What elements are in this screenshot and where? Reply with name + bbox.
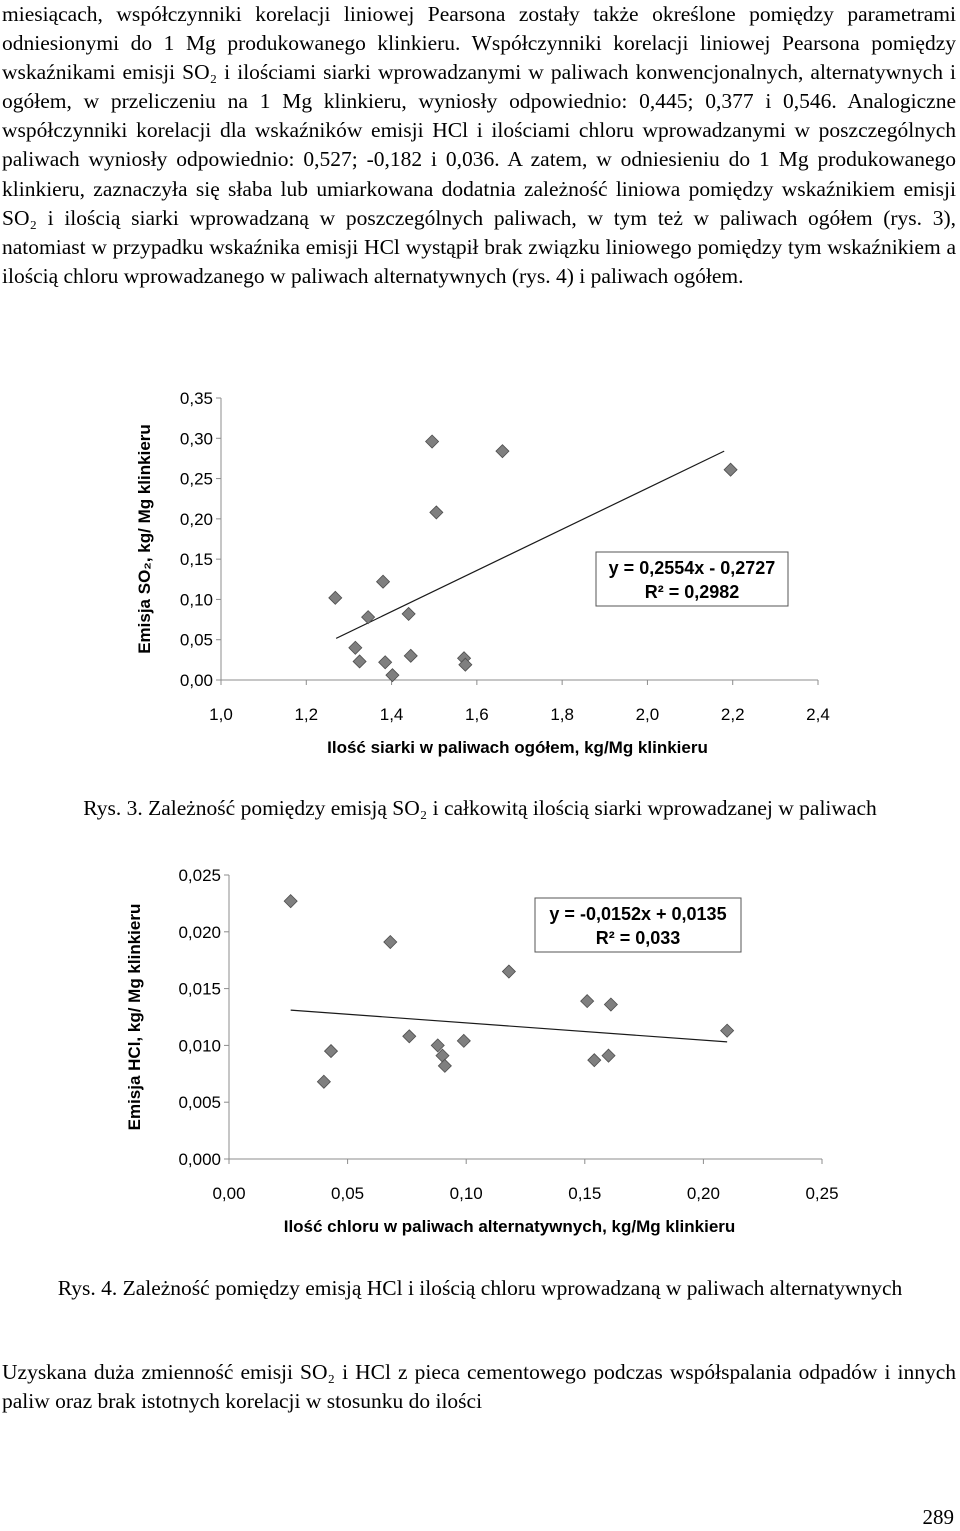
- data-point: [402, 607, 415, 620]
- data-point: [588, 1054, 601, 1067]
- x-tick-label: 1,2: [294, 705, 319, 724]
- y-axis-label: Emisja SO₂, kg/ Mg klinkieru: [135, 424, 154, 654]
- trendline: [336, 451, 724, 638]
- x-tick-label: 0,05: [331, 1184, 365, 1203]
- trendline-equation: y = -0,0152x + 0,0135: [549, 904, 727, 924]
- y-tick-label: 0,00: [179, 671, 213, 690]
- x-axis-label: Ilość chloru w paliwach alternatywnych, kg/Mg klinkieru: [283, 1217, 736, 1236]
- y-axis-label: Emisja HCl, kg/ Mg klinkieru: [125, 903, 144, 1131]
- data-point: [496, 445, 509, 458]
- y-tick-label: 0,020: [178, 922, 221, 942]
- r-squared-value: R² = 0,2982: [644, 582, 740, 602]
- x-tick-label: 2,2: [720, 705, 745, 724]
- data-point: [362, 611, 375, 624]
- data-point: [724, 463, 737, 476]
- figure-caption-rys3: Rys. 3. Zależność pomiędzy emisją SO₂ i całkowitą ilością siarki wprowadzanej w paliwach: [83, 796, 877, 820]
- x-axis-label: Ilość siarki w paliwach ogółem, kg/Mg klinkieru: [327, 738, 708, 757]
- data-point: [604, 998, 617, 1011]
- data-point: [284, 895, 297, 908]
- x-tick-label: 1,8: [550, 705, 574, 724]
- y-tick-label: 0,000: [178, 1150, 221, 1169]
- data-point: [349, 641, 362, 654]
- y-tick-label: 0,20: [179, 509, 213, 529]
- data-point: [602, 1049, 615, 1062]
- data-point: [353, 655, 366, 668]
- data-point: [426, 435, 439, 448]
- data-point: [317, 1075, 330, 1088]
- y-tick-label: 0,15: [179, 550, 213, 570]
- x-tick-label: 0,10: [449, 1184, 483, 1203]
- chart-so2-vs-sulfur: [0, 380, 960, 780]
- y-tick-label: 0,025: [178, 866, 221, 885]
- r-squared-value: R² = 0,033: [595, 928, 681, 948]
- data-point: [438, 1059, 451, 1072]
- figure-caption-rys4: Rys. 4. Zależność pomiędzy emisją HCl i ilością chloru wprowadzaną w paliwach alternatywnych: [57, 1276, 903, 1300]
- trendline-equation: y = 0,2554x - 0,2727: [608, 558, 776, 578]
- x-tick-label: 0,00: [212, 1184, 246, 1203]
- y-tick-label: 0,35: [179, 389, 213, 408]
- body-paragraph-top: miesiącach, współczynniki korelacji liniowej Pearsona zostały także określone pomiędzy parametrami odniesionymi do 1 Mg produkowanego klinkieru. Współczynniki korelacji liniowej Pearsona pomiędzy wskaźnikami emisji SO₂ i ilościami siarki wprowadzanymi w paliwach konwencjonalnych, alternatywnych i ogółem, w przeliczeniu na 1 Mg klinkieru, wyniosły odpowiednio: 0,445; 0,377 i 0,546. Analogiczne współczynniki korelacji dla wskaźników emisji HCl i ilościami chloru wprowadzanymi w poszczególnych paliwach wyniosły odpowiednio: 0,527; -0,182 i 0,036. A zatem, w odniesieniu do 1 Mg produkowanego klinkieru, zaznaczyła się słaba lub umiarkowana dodatnia zależność liniowa pomiędzy wskaźnikiem emisji SO₂ i ilością siarki wprowadzaną w poszczególnych paliwach, w tym też w paliwach ogółem (rys. 3), natomiast w przypadku wskaźnika emisji HCl wystąpił brak związku liniowego pomiędzy tym wskaźnikiem a ilością chloru wprowadzanego w paliwach alternatywnych (rys. 4) i paliwach ogółem.: [2, 2, 956, 288]
- x-tick-label: 2,4: [806, 705, 830, 724]
- data-point: [329, 591, 342, 604]
- data-point: [581, 995, 594, 1008]
- y-tick-label: 0,30: [179, 429, 213, 449]
- data-point: [721, 1024, 734, 1037]
- x-tick-label: 0,25: [805, 1184, 839, 1203]
- body-paragraph-bottom: Uzyskana duża zmienność emisji SO₂ i HCl z pieca cementowego podczas współspalania odpadów i innych paliw oraz brak istotnych korelacji w stosunku do ilości: [2, 1360, 956, 1414]
- y-tick-label: 0,010: [178, 1036, 221, 1056]
- data-point: [377, 575, 390, 588]
- data-point: [502, 965, 515, 978]
- data-point: [403, 1030, 416, 1043]
- page-number: 289: [922, 1505, 954, 1529]
- x-tick-label: 0,15: [568, 1184, 602, 1203]
- y-tick-label: 0,015: [178, 979, 221, 999]
- y-tick-label: 0,05: [179, 630, 213, 650]
- data-point: [384, 936, 397, 949]
- y-tick-label: 0,005: [178, 1093, 221, 1113]
- x-tick-label: 1,6: [465, 705, 489, 724]
- x-tick-label: 0,20: [686, 1184, 720, 1203]
- trendline: [291, 1010, 727, 1042]
- chart-hcl-vs-chlorine: [0, 858, 960, 1258]
- data-point: [430, 506, 443, 519]
- x-tick-label: 1,4: [379, 705, 404, 724]
- x-tick-label: 2,0: [635, 705, 660, 724]
- data-point: [457, 1034, 470, 1047]
- y-tick-label: 0,10: [179, 590, 213, 610]
- y-tick-label: 0,25: [179, 469, 213, 489]
- data-point: [379, 656, 392, 669]
- data-point: [324, 1045, 337, 1058]
- data-point: [404, 649, 417, 662]
- x-tick-label: 1,0: [209, 705, 233, 724]
